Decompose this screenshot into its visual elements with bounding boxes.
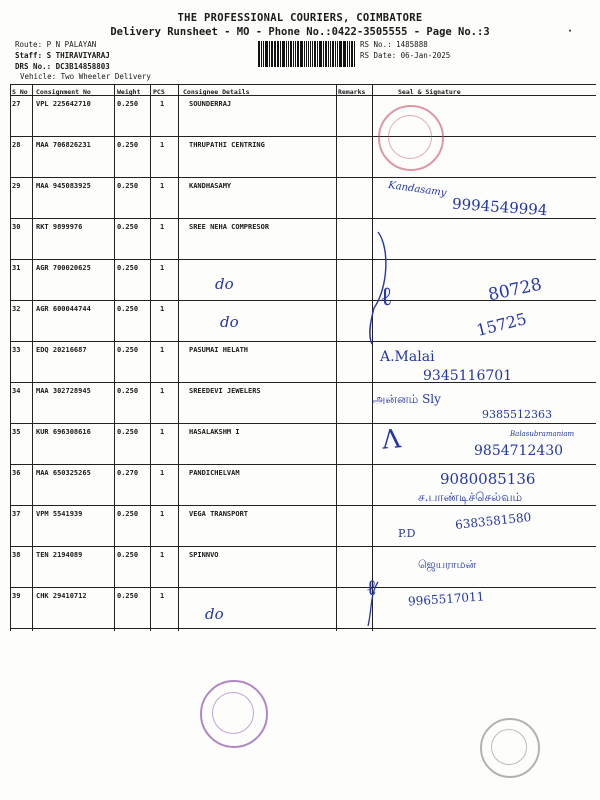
row-pcs: 1: [160, 510, 165, 518]
barcode-bar: [277, 41, 279, 67]
row-consignment-no: KUR 696308616: [36, 428, 91, 436]
route-label: Route:: [15, 40, 43, 49]
row-weight: 0.250: [117, 346, 139, 354]
row-consignment-no: VPL 225642710: [36, 100, 91, 108]
table-column-rule: [10, 84, 11, 631]
row-sno: 32: [12, 305, 21, 313]
row-consignment-no: MAA 945083925: [36, 182, 91, 190]
barcode-bar: [343, 41, 344, 67]
ditto-39: do: [205, 605, 224, 623]
rs-date-value: 06-Jan-2025: [400, 51, 451, 60]
route-line: [15, 40, 96, 50]
barcode-bar: [304, 41, 305, 67]
signature-33-name: A.Malai: [380, 349, 435, 365]
rs-no-label: RS No.:: [360, 40, 392, 49]
signature-31-phone-top: 80728: [486, 274, 544, 306]
table-column-rule: [178, 84, 179, 631]
route-value: P N PALAYAN: [46, 40, 97, 49]
row-consignment-no: CHK 29410712: [36, 592, 87, 600]
barcode-bar: [319, 41, 322, 67]
row-weight: 0.250: [117, 551, 139, 559]
row-weight: 0.250: [117, 264, 139, 272]
staff-line: [15, 51, 110, 61]
barcode-bar: [275, 41, 276, 67]
barcode-bar: [274, 41, 275, 67]
row-consignment-no: RKT 9899976: [36, 223, 83, 231]
staff-label: Staff:: [15, 51, 43, 60]
rs-date-label: RS Date:: [360, 51, 397, 60]
office-stamp-icon: [480, 718, 540, 778]
signature-38-name: ஜெயராமன்: [418, 558, 477, 571]
row-sno: 29: [12, 182, 21, 190]
drs-value: DC3B14858803: [55, 62, 110, 71]
barcode-bar: [293, 41, 294, 67]
signature-35-scribble: Λ: [380, 424, 403, 456]
signature-31-scribble: ℓ: [380, 282, 393, 312]
runsheet-table: [10, 84, 596, 631]
table-rule: [10, 628, 596, 629]
row-sno: 27: [12, 100, 21, 108]
barcode-bar: [286, 41, 287, 67]
barcode-bar: [282, 41, 285, 67]
row-pcs: 1: [160, 346, 165, 354]
table-rule: [10, 423, 596, 424]
header-seal-signature: Seal & Signature: [398, 88, 461, 96]
row-consignee: SOUNDERRAJ: [189, 100, 232, 108]
barcode-bar: [297, 41, 299, 67]
signature-35-name: Balasubramaniam: [510, 430, 575, 438]
vehicle-line: [20, 72, 151, 82]
barcode-bar: [263, 41, 264, 67]
barcode-bar: [354, 41, 355, 67]
barcode-bar: [351, 41, 353, 67]
row-consignee: PANDICHELVAM: [189, 469, 240, 477]
signature-29-name: Kandasamy: [387, 179, 447, 200]
pen-stroke-39-icon: [362, 580, 392, 630]
row-consignee: SREEDEVI JEWELERS: [189, 387, 261, 395]
header-sno: S No: [12, 88, 28, 96]
table-column-rule: [372, 84, 373, 631]
row-weight: 0.250: [117, 510, 139, 518]
runsheet-subtitle: Delivery Runsheet - MO - Phone No.:0422-3505555 - Page No.:3: [110, 26, 490, 38]
row-consignment-no: EDQ 20216687: [36, 346, 87, 354]
row-consignee: VEGA TRANSPORT: [189, 510, 249, 518]
row-weight: 0.250: [117, 387, 139, 395]
row-pcs: 1: [160, 428, 165, 436]
barcode-bar: [271, 41, 273, 67]
barcode-bar: [269, 41, 270, 67]
row-consignee: KANDHASAMY: [189, 182, 232, 190]
signature-38-scribble: ℓ: [366, 576, 377, 601]
drs-label: DRS No.:: [15, 62, 52, 71]
table-rule: [10, 95, 596, 96]
barcode-bar: [339, 41, 342, 67]
barcode-bar: [317, 41, 318, 67]
barcode-bar: [330, 41, 331, 67]
row-consignee: PASUMAI HELATH: [189, 346, 249, 354]
row-pcs: 1: [160, 592, 165, 600]
seal-stamp-icon: [378, 105, 444, 171]
header-weight: Weight: [117, 88, 141, 96]
barcode-bar: [306, 41, 307, 67]
pen-stroke-icon: [360, 228, 400, 348]
barcode-bar: [312, 41, 313, 67]
vehicle-value: Two Wheeler Delivery: [60, 72, 151, 81]
barcode-bar: [308, 41, 310, 67]
staff-value: S THIRAVIYARAJ: [46, 51, 110, 60]
barcode-bar: [325, 41, 327, 67]
ditto-31: do: [215, 275, 234, 293]
table-rule: [10, 341, 596, 342]
row-consignment-no: AGR 600044744: [36, 305, 91, 313]
row-weight: 0.250: [117, 182, 139, 190]
header-remarks: Remarks: [338, 88, 366, 96]
table-rule: [10, 464, 596, 465]
row-weight: 0.250: [117, 223, 139, 231]
signature-37-name: P.D: [398, 527, 416, 540]
ditto-32: do: [220, 313, 239, 331]
row-consignee: SPINNVO: [189, 551, 219, 559]
row-sno: 30: [12, 223, 21, 231]
rs-no-line: [360, 40, 428, 50]
barcode-bar: [295, 41, 296, 67]
barcode-bar: [349, 41, 350, 67]
corner-mark: ·: [567, 26, 574, 37]
delivery-stamp-inner-icon: [212, 692, 254, 734]
signature-33-phone: 9345116701: [423, 368, 513, 384]
row-consignee: THRUPATHI CENTRING: [189, 141, 265, 149]
row-pcs: 1: [160, 551, 165, 559]
table-rule: [10, 177, 596, 178]
barcode-bar: [335, 41, 336, 67]
table-rule: [10, 587, 596, 588]
barcode-bar: [300, 41, 303, 67]
barcode-bar: [310, 41, 311, 67]
row-consignment-no: MAA 650325265: [36, 469, 91, 477]
office-stamp-inner-icon: [491, 729, 527, 765]
signature-29-phone: 9994549994: [451, 194, 548, 220]
vehicle-label: Vehicle:: [20, 72, 57, 81]
row-consignment-no: TEN 2194089: [36, 551, 83, 559]
rs-date-line: [360, 51, 450, 61]
row-weight: 0.250: [117, 141, 139, 149]
signature-36-name: ச.பாண்டிச்செல்வம்: [418, 490, 523, 504]
signature-31-phone-bottom: 15725: [474, 309, 529, 340]
row-sno: 39: [12, 592, 21, 600]
table-column-rule: [32, 84, 33, 631]
barcode-icon: [258, 41, 356, 67]
row-pcs: 1: [160, 141, 165, 149]
table-rule: [10, 546, 596, 547]
table-rule: [10, 259, 596, 260]
drs-line: [15, 62, 110, 72]
row-weight: 0.250: [117, 100, 139, 108]
row-pcs: 1: [160, 387, 165, 395]
row-sno: 37: [12, 510, 21, 518]
row-weight: 0.270: [117, 469, 139, 477]
row-pcs: 1: [160, 100, 165, 108]
row-weight: 0.250: [117, 428, 139, 436]
row-sno: 28: [12, 141, 21, 149]
barcode-bar: [323, 41, 324, 67]
table-column-rule: [336, 84, 337, 631]
row-sno: 31: [12, 264, 21, 272]
row-sno: 35: [12, 428, 21, 436]
header-consignment-no: Consignment No: [36, 88, 91, 96]
barcode-bar: [314, 41, 316, 67]
signature-34-name: அன்னம் Sly: [372, 392, 441, 406]
table-column-rule: [114, 84, 115, 631]
header-pcs: PCS: [153, 88, 165, 96]
row-consignment-no: AGR 700020625: [36, 264, 91, 272]
row-consignment-no: MAA 302728945: [36, 387, 91, 395]
seal-stamp-inner-icon: [388, 115, 432, 159]
rs-no-value: 1485888: [396, 40, 428, 49]
barcode-bar: [332, 41, 334, 67]
barcode-bar: [261, 41, 262, 67]
row-sno: 38: [12, 551, 21, 559]
barcode-bar: [265, 41, 268, 67]
barcode-bar: [344, 41, 346, 67]
row-sno: 36: [12, 469, 21, 477]
signature-36-phone: 9080085136: [440, 470, 536, 488]
row-consignment-no: VPM 5541939: [36, 510, 83, 518]
row-consignee: HASALAKSHM I: [189, 428, 240, 436]
signature-34-phone: 9385512363: [482, 408, 552, 421]
table-column-rule: [150, 84, 151, 631]
row-weight: 0.250: [117, 592, 139, 600]
barcode-bar: [280, 41, 281, 67]
document-title: THE PROFESSIONAL COURIERS, COIMBATORE: [177, 12, 423, 24]
row-pcs: 1: [160, 264, 165, 272]
row-consignment-no: MAA 706826231: [36, 141, 91, 149]
barcode-bar: [328, 41, 329, 67]
row-pcs: 1: [160, 182, 165, 190]
signature-37-phone: 6383581580: [454, 510, 532, 532]
table-rule: [10, 218, 596, 219]
barcode-bar: [337, 41, 338, 67]
signature-35-phone: 9854712430: [474, 443, 564, 459]
row-sno: 34: [12, 387, 21, 395]
barcode-bar: [288, 41, 289, 67]
row-weight: 0.250: [117, 305, 139, 313]
row-sno: 33: [12, 346, 21, 354]
row-pcs: 1: [160, 305, 165, 313]
row-consignee: SREE NEHA COMPRESOR: [189, 223, 270, 231]
row-pcs: 1: [160, 469, 165, 477]
barcode-bar: [290, 41, 292, 67]
header-consignee: Consignee Details: [183, 88, 250, 96]
row-pcs: 1: [160, 223, 165, 231]
table-rule: [10, 136, 596, 137]
signature-39-phone: 9965517011: [407, 589, 485, 609]
table-rule: [10, 84, 596, 85]
barcode-bar: [258, 41, 260, 67]
barcode-bar: [347, 41, 348, 67]
delivery-stamp-icon: [200, 680, 268, 748]
